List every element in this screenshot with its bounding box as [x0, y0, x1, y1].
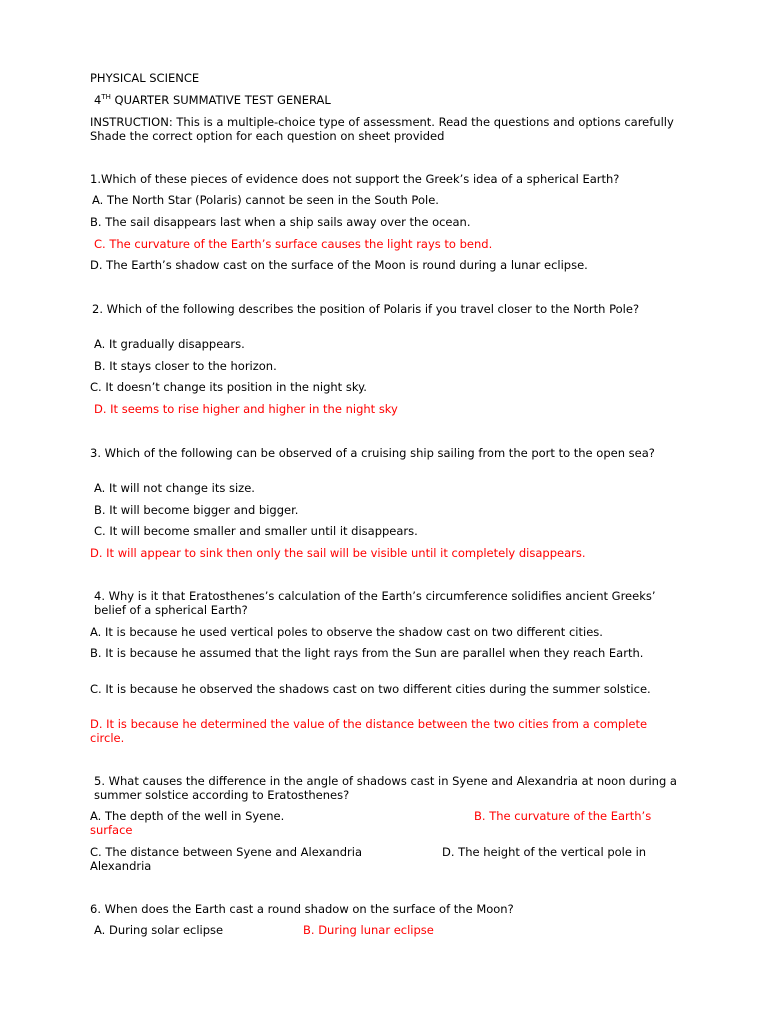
q5-option-a: A. The depth of the well in Syene. [90, 809, 285, 823]
q5-option-d: D. The height of the vertical pole in [442, 845, 647, 859]
subject-title: PHYSICAL SCIENCE [90, 71, 200, 85]
q4-option-b: B. It is because he assumed that the light rays from the Sun are parallel when they reach Earth. [90, 646, 644, 660]
q3-option-c: C. It will become smaller and smaller until it disappears. [94, 524, 418, 538]
test-title-text: QUARTER SUMMATIVE TEST GENERAL [114, 93, 331, 107]
q3-option-b: B. It will become bigger and bigger. [94, 503, 299, 517]
q3-option-d: D. It will appear to sink then only the sail will be visible until it completely disappears. [90, 546, 586, 560]
q4-option-a: A. It is because he used vertical poles to observe the shadow cast on two different cities. [90, 625, 603, 639]
q1-option-d: D. The Earth’s shadow cast on the surface of the Moon is round during a lunar eclipse. [90, 258, 588, 272]
q1-option-c: C. The curvature of the Earth’s surface causes the light rays to bend. [94, 237, 493, 251]
question-3: 3. Which of the following can be observed of a cruising ship sailing from the port to the open sea? [90, 446, 655, 460]
q5-option-b-continued: surface [90, 823, 133, 837]
q2-option-c: C. It doesn’t change its position in the night sky. [90, 380, 367, 394]
q4-option-d: D. It is because he determined the value of the distance between the two cities from a complete circle. [90, 717, 648, 745]
q5-option-c: C. The distance between Syene and Alexandria [90, 845, 362, 859]
instruction-text: INSTRUCTION: This is a multiple-choice type of assessment. Read the questions and options carefully Shade the correct option for each question on sheet provided [90, 115, 674, 143]
q4-option-c: C. It is because he observed the shadows cast on two different cities during the summer solstice. [90, 682, 651, 696]
test-superscript: TH [101, 93, 111, 101]
question-6: 6. When does the Earth cast a round shadow on the surface of the Moon? [90, 902, 514, 916]
q1-option-b: B. The sail disappears last when a ship sails away over the ocean. [90, 215, 471, 229]
q2-option-a: A. It gradually disappears. [94, 337, 245, 351]
q2-option-b: B. It stays closer to the horizon. [94, 359, 277, 373]
question-2: 2. Which of the following describes the position of Polaris if you travel closer to the North Pole? [92, 302, 640, 316]
q6-option-a: A. During solar eclipse [94, 923, 224, 937]
q6-option-b: B. During lunar eclipse [303, 923, 434, 937]
q1-option-a: A. The North Star (Polaris) cannot be seen in the South Pole. [92, 193, 439, 207]
question-1: 1.Which of these pieces of evidence does not support the Greek’s idea of a spherical Earth? [90, 172, 620, 186]
q3-option-a: A. It will not change its size. [94, 481, 255, 495]
test-title [94, 93, 331, 107]
q5-option-d-continued: Alexandria [90, 859, 152, 873]
q5-option-b: B. The curvature of the Earth’s [474, 809, 652, 823]
test-number: 4 [94, 93, 102, 107]
q2-option-d: D. It seems to rise higher and higher in the night sky [94, 402, 398, 416]
question-4: 4. Why is it that Eratosthenes’s calculation of the Earth’s circumference solidifies ancient Greeks’ belief of a spherical Earth? [94, 589, 656, 617]
question-5: 5. What causes the difference in the angle of shadows cast in Syene and Alexandria at noon during a summer solstice according to Eratosthenes? [94, 774, 677, 802]
